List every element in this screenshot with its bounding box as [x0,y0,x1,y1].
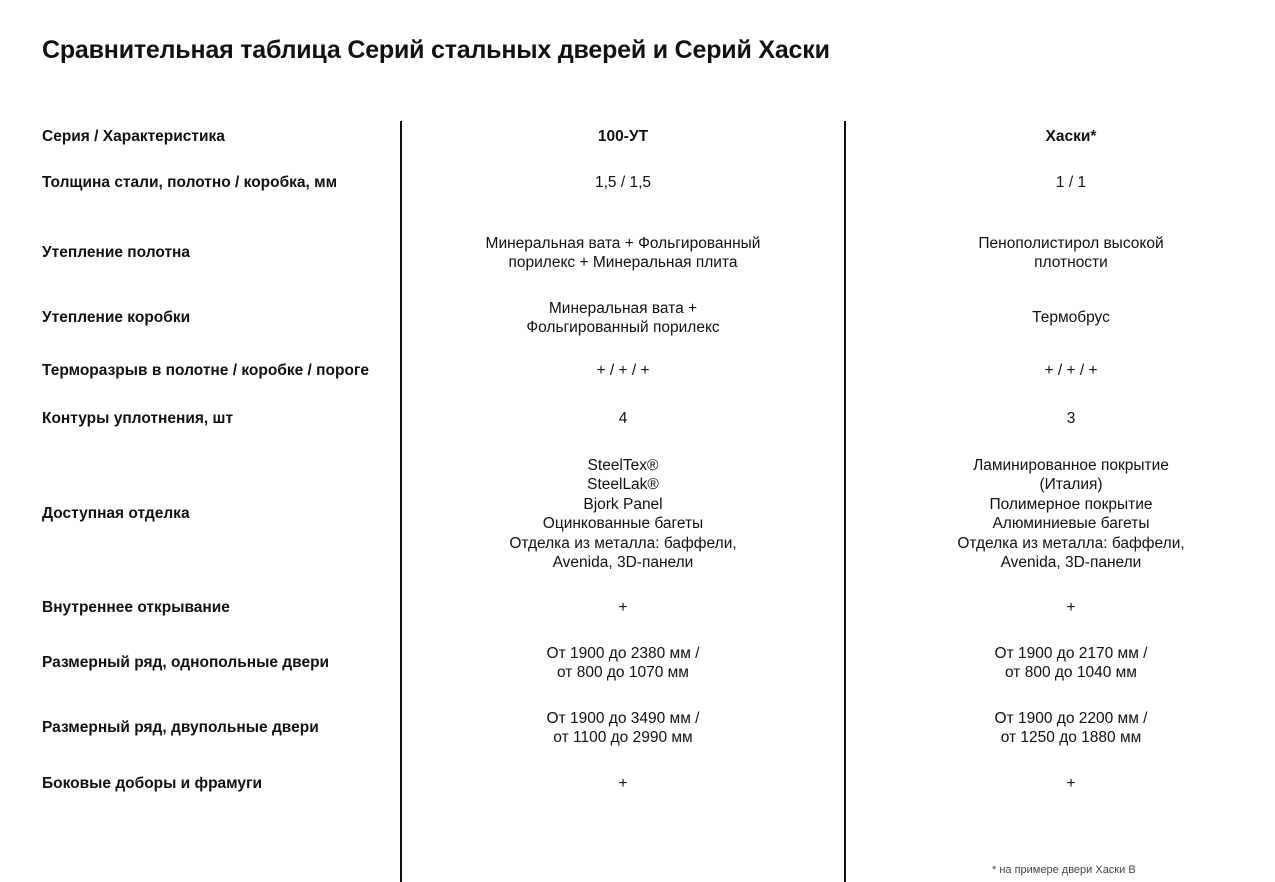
row-value-100ut: Минеральная вата + Фольгированный порилекс + Минеральная плита [485,234,761,271]
row-label: Доступная отделка [42,505,190,523]
table-header-row [0,124,1275,150]
row-value-husky: + / + / + [1044,362,1098,380]
row-value-husky: Термобрус [1032,309,1110,327]
row-value-100ut: 1,5 / 1,5 [594,174,651,192]
table-row [0,595,1275,621]
row-value-husky: От 1900 до 2200 мм / от 1250 до 1880 мм [994,709,1148,746]
row-value-100ut: 4 [618,410,628,428]
row-value-husky: + [1066,599,1076,617]
row-label: Терморазрыв в полотне / коробке / пороге [42,362,369,380]
row-value-100ut: + [618,775,628,793]
table-row [0,358,1275,384]
row-value-husky: Пенополистирол высокой плотности [978,234,1164,271]
table-row [0,771,1275,797]
row-label: Боковые доборы и фрамуги [42,775,263,793]
row-value-100ut: Минеральная вата + Фольгированный порилекс [526,299,720,336]
table-row [0,705,1275,751]
row-value-husky: + [1066,775,1076,793]
row-label: Контуры уплотнения, шт [42,410,234,428]
row-value-100ut: От 1900 до 2380 мм / от 800 до 1070 мм [546,644,700,681]
row-label: Утепление коробки [42,309,191,327]
row-value-100ut: От 1900 до 3490 мм / от 1100 до 2990 мм [546,709,700,746]
table-row [0,170,1275,196]
header-series-100ut: 100-УТ [597,128,649,146]
row-value-husky: 3 [1066,410,1076,428]
row-value-husky: От 1900 до 2170 мм / от 800 до 1040 мм [994,644,1148,681]
row-label: Толщина стали, полотно / коробка, мм [42,174,338,192]
row-value-100ut: + / + / + [596,362,650,380]
row-label: Внутреннее открывание [42,599,230,617]
table-row [0,230,1275,276]
footnote: * на примере двери Хаски В [992,864,1136,876]
row-value-100ut: SteelTex® SteelLak® Bjork Panel Оцинкованные багеты Отделка из металла: баффели, Avenida, 3D-панели [509,456,737,571]
header-series-husky: Хаски* [1045,128,1097,146]
page-title: Сравнительная таблица Серий стальных дверей и Серий Хаски [42,36,830,64]
row-value-100ut: + [618,599,628,617]
table-row [0,640,1275,686]
row-label: Утепление полотна [42,244,191,262]
row-value-husky: Ламинированное покрытие (Италия) Полимерное покрытие Алюминиевые багеты Отделка из металла: баффели, Avenida, 3D-панели [957,456,1185,571]
table-row [0,406,1275,432]
table-row [0,295,1275,341]
row-label: Размерный ряд, двупольные двери [42,719,319,737]
row-label: Размерный ряд, однопольные двери [42,654,330,672]
header-label-cell: Серия / Характеристика [42,128,225,146]
row-value-husky: 1 / 1 [1055,174,1087,192]
table-row [0,452,1275,576]
